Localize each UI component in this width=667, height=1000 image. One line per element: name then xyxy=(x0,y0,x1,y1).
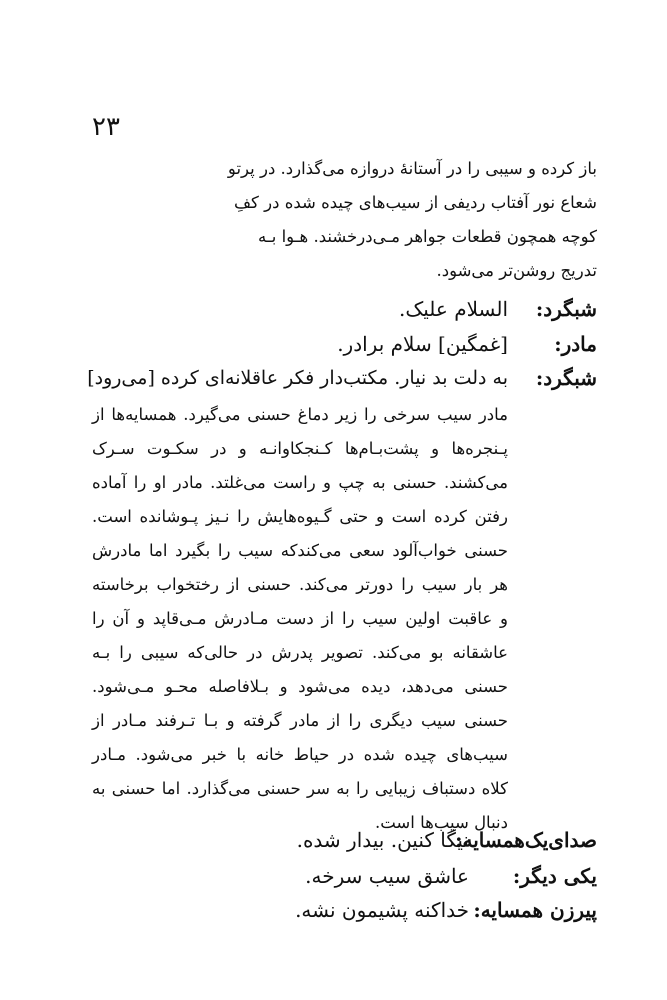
speech-text: خداکنه پشیمون نشه. xyxy=(295,898,469,922)
speaker-name: مادر: xyxy=(554,332,597,356)
speaker-name: پیرزن همسایه: xyxy=(473,898,597,922)
speech-text: السلام علیک. xyxy=(398,297,508,321)
dialogue-line xyxy=(92,292,597,326)
stage-line: حسنی می‌دهد، دیده می‌شود و بـلافاصله محـو مـی‌شود. xyxy=(92,677,508,696)
stage-line: هر بار سیب را دورتر می‌کند. حسنی از رختخواب برخاسته xyxy=(92,575,508,594)
speech-text: نیگا کنین. بیدار شده. xyxy=(296,828,469,852)
dialogue-line xyxy=(92,859,597,893)
speaker-name: شبگرد: xyxy=(535,297,597,321)
stage-line: پـنجره‌ها و پشت‌بـام‌ها کـنجکاوانـه و در سکـوت سـرک xyxy=(92,439,508,458)
speaker-name: شبگرد: xyxy=(535,366,597,390)
speaker-name: یکی دیگر: xyxy=(512,864,597,888)
dialogue-line xyxy=(87,361,597,395)
speech-text: به دلت بد نیار. مکتب‌دار فکر عاقلانه‌ای کرده [می‌رود] xyxy=(87,367,508,389)
stage-line: و عاقبت اولین سیب را از دست مـادرش مـی‌قاپد و آن را xyxy=(92,609,508,628)
dialogue-line xyxy=(92,823,597,857)
stage-line: کلاه دستباف زیبایی را به سر حسنی می‌گذارد. اما حسنی به xyxy=(92,779,508,798)
stage-line: دنبال سیب‌ها است. xyxy=(374,813,508,832)
dialogue-line xyxy=(92,893,597,927)
stage-line: می‌کشند. حسنی به چپ و راست می‌غلتد. مادر او را آماده xyxy=(92,473,508,492)
stage-line: کوچه همچون قطعات جواهر مـی‌درخشند. هـوا بـه xyxy=(258,227,597,246)
stage-line: باز کرده و سیبی را در آستانهٔ دروازه می‌گذارد. در پرتو xyxy=(227,159,597,178)
stage-line: عاشقانه بو می‌کند. تصویر پدرش در حالی‌که سیبی را بـه xyxy=(92,643,508,662)
stage-line: مادر سیب سرخی را زیر دماغ حسنی می‌گیرد. همسایه‌ها از xyxy=(92,405,508,424)
stage-line: رفتن کرده است و حتی گـیوه‌هایش را نـیز‌ پـوشانده است. xyxy=(92,507,508,526)
stage-line: حسنی خواب‌آلود سعی می‌کندکه سیب را بگیرد اما مادرش xyxy=(92,541,508,560)
speaker-name: صدای‌یک‌همسایه: xyxy=(455,828,597,852)
stage-line: سیب‌های چیده شده در حیاط خانه با خبر می‌شود. مـادر xyxy=(92,745,508,764)
stage-direction-opening xyxy=(227,152,597,288)
speech-text: عاشق سیب سرخه. xyxy=(305,864,469,888)
stage-line: حسنی سیب دیگری را از مادر گرفته و بـا تـرفند مـادر از xyxy=(92,711,508,730)
speech-text: [غمگین] سلام برادر. xyxy=(337,332,508,356)
stage-direction-main xyxy=(92,398,508,840)
page-number: ۲۳ xyxy=(92,112,120,142)
stage-line: تدریج روشن‌تر می‌شود. xyxy=(436,261,597,280)
stage-line: شعاع نور آفتاب ردیفی از سیب‌های چیده شده در کفِ xyxy=(233,193,597,212)
dialogue-line xyxy=(92,327,597,361)
